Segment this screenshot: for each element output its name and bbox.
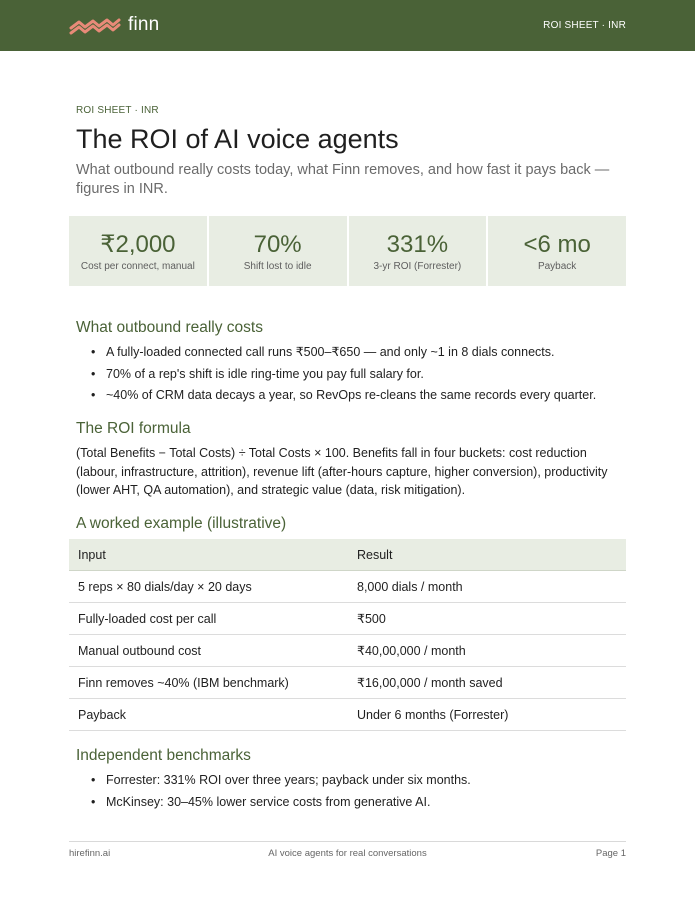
table-row [69, 699, 626, 731]
brand-name: finn [128, 14, 160, 35]
table-cell: ₹500 [357, 612, 386, 626]
stats-strip [69, 216, 626, 286]
page-number: Page 1 [595, 848, 626, 859]
table-header-row [69, 539, 626, 571]
list-item: • 70% of a rep's shift is idle ring-time you pay full salary for. [76, 364, 626, 386]
top-bar [0, 0, 695, 51]
formula-text: (Total Benefits − Total Costs) ÷ Total Costs × 100. Benefits fall in four buckets: cost reduction (labour, infrastructure, attrition), revenue lift (after-hours capture, higher conversion), productivity (lower AHT, QA automation), and strategic value (data, risk mitigation). [76, 446, 608, 497]
table-row [69, 667, 626, 699]
column-header: Result [357, 547, 393, 562]
table-cell: 8,000 dials / month [357, 579, 463, 594]
footer-tagline: AI voice agents for real conversations [268, 848, 427, 859]
table-cell: Payback [78, 707, 126, 722]
stat-card [488, 216, 626, 286]
table-cell: 5 reps × 80 dials/day × 20 days [78, 579, 252, 594]
finn-wave-icon [69, 14, 121, 36]
list-item: • A fully-loaded connected call runs ₹500–₹650 — and only ~1 in 8 dials connects. [76, 342, 626, 364]
stat-card [349, 216, 487, 286]
page-title: The ROI of AI voice agents [76, 124, 399, 154]
stat-value: 70% [253, 231, 302, 258]
column-header: Input [78, 547, 106, 562]
section-heading: What outbound really costs [76, 319, 263, 336]
costs-section [76, 318, 626, 407]
stat-value: 331% [386, 231, 449, 258]
example-table [69, 539, 626, 731]
example-section [76, 514, 626, 534]
section-heading: The ROI formula [76, 420, 191, 437]
stat-label: 3-yr ROI (Forrester) [373, 261, 462, 272]
table-cell: ₹16,00,000 / month saved [357, 676, 503, 690]
table-row [69, 603, 626, 635]
intro-block [76, 105, 626, 199]
stat-value: <6 mo [523, 231, 591, 258]
list-item: • Forrester: 331% ROI over three years; payback under six months. [76, 770, 626, 792]
stat-card [69, 216, 207, 286]
benchmarks-section [76, 746, 626, 813]
list-item: • McKinsey: 30–45% lower service costs from generative AI. [76, 792, 626, 814]
stat-value: ₹2,000 [100, 231, 176, 258]
benchmarks-list [76, 770, 626, 813]
eyebrow: ROI SHEET · INR [76, 105, 159, 116]
table-cell: Under 6 months (Forrester) [357, 707, 509, 722]
section-heading: Independent benchmarks [76, 747, 251, 764]
header-tag: ROI SHEET · INR [543, 20, 626, 31]
table-cell: Finn removes ~40% (IBM benchmark) [78, 675, 289, 690]
brand-logo[interactable] [69, 14, 159, 36]
stat-label: Shift lost to idle [243, 261, 312, 272]
stat-card [209, 216, 347, 286]
list-item: • ~40% of CRM data decays a year, so RevOps re-cleans the same records every quarter. [76, 385, 626, 407]
formula-section [76, 419, 626, 500]
footer-site-link[interactable]: hirefinn.ai [69, 848, 111, 859]
costs-list [76, 342, 626, 407]
table-row [69, 571, 626, 603]
page-footer [69, 841, 626, 861]
table-row [69, 635, 626, 667]
page-subtitle: What outbound really costs today, what Finn removes, and how fast it pays back — figures in INR. [76, 162, 610, 197]
stat-label: Cost per connect, manual [80, 261, 195, 272]
section-heading: A worked example (illustrative) [76, 515, 287, 532]
table-cell: Fully-loaded cost per call [78, 611, 217, 626]
table-cell: ₹40,00,000 / month [357, 644, 466, 658]
stat-label: Payback [537, 261, 577, 272]
table-cell: Manual outbound cost [78, 643, 202, 658]
